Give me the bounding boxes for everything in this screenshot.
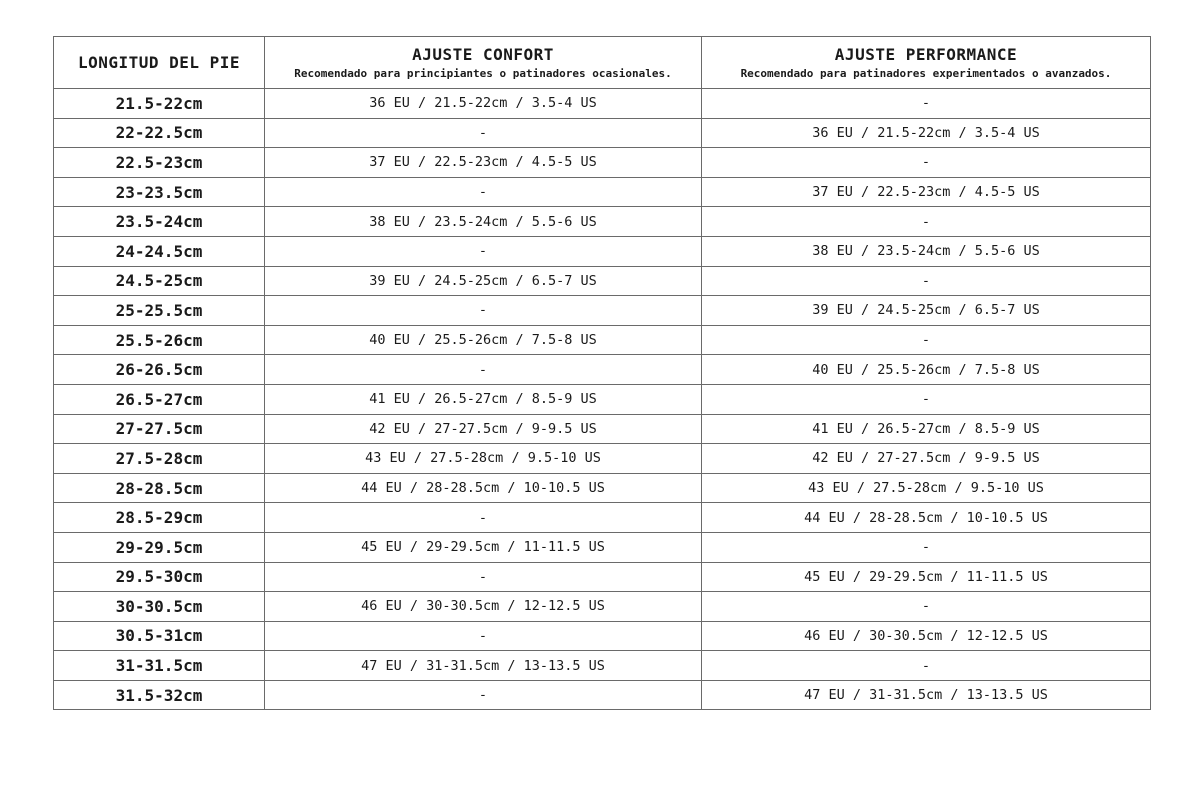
performance-size-cell: 43 EU / 27.5-28cm / 9.5-10 US <box>702 473 1151 503</box>
table-row <box>54 266 1151 296</box>
comfort-size-cell: 37 EU / 22.5-23cm / 4.5-5 US <box>265 148 702 178</box>
performance-size-cell: 39 EU / 24.5-25cm / 6.5-7 US <box>702 296 1151 326</box>
foot-length-cell: 29.5-30cm <box>54 562 265 592</box>
foot-length-cell: 31.5-32cm <box>54 680 265 710</box>
table-row <box>54 207 1151 237</box>
foot-length-cell: 24-24.5cm <box>54 236 265 266</box>
table-row <box>54 562 1151 592</box>
foot-length-cell: 25.5-26cm <box>54 325 265 355</box>
comfort-size-cell: 44 EU / 28-28.5cm / 10-10.5 US <box>265 473 702 503</box>
performance-size-cell: 42 EU / 27-27.5cm / 9-9.5 US <box>702 444 1151 474</box>
performance-size-cell: - <box>702 384 1151 414</box>
table-row <box>54 680 1151 710</box>
table-row <box>54 414 1151 444</box>
table-row <box>54 355 1151 385</box>
table-row <box>54 532 1151 562</box>
performance-size-cell: - <box>702 89 1151 119</box>
foot-length-cell: 31-31.5cm <box>54 651 265 681</box>
table-row <box>54 384 1151 414</box>
table-row <box>54 148 1151 178</box>
performance-size-cell: - <box>702 651 1151 681</box>
foot-length-cell: 28.5-29cm <box>54 503 265 533</box>
comfort-size-cell: - <box>265 680 702 710</box>
comfort-size-cell: 42 EU / 27-27.5cm / 9-9.5 US <box>265 414 702 444</box>
performance-size-cell: 44 EU / 28-28.5cm / 10-10.5 US <box>702 503 1151 533</box>
performance-size-cell: 36 EU / 21.5-22cm / 3.5-4 US <box>702 118 1151 148</box>
table-header <box>54 37 1151 89</box>
foot-length-cell: 24.5-25cm <box>54 266 265 296</box>
header-performance-fit <box>702 37 1151 89</box>
foot-length-cell: 29-29.5cm <box>54 532 265 562</box>
foot-length-cell: 26.5-27cm <box>54 384 265 414</box>
comfort-size-cell: - <box>265 236 702 266</box>
foot-length-cell: 30-30.5cm <box>54 592 265 622</box>
performance-size-cell: 41 EU / 26.5-27cm / 8.5-9 US <box>702 414 1151 444</box>
performance-size-cell: - <box>702 266 1151 296</box>
performance-size-cell: - <box>702 532 1151 562</box>
comfort-size-cell: 36 EU / 21.5-22cm / 3.5-4 US <box>265 89 702 119</box>
table-row <box>54 296 1151 326</box>
foot-length-cell: 27.5-28cm <box>54 444 265 474</box>
foot-length-cell: 22-22.5cm <box>54 118 265 148</box>
table-body <box>54 89 1151 710</box>
performance-size-cell: - <box>702 325 1151 355</box>
table-row <box>54 118 1151 148</box>
comfort-size-cell: 43 EU / 27.5-28cm / 9.5-10 US <box>265 444 702 474</box>
table-row <box>54 503 1151 533</box>
table-row <box>54 236 1151 266</box>
header-foot-length <box>54 37 265 89</box>
table-row <box>54 325 1151 355</box>
comfort-size-cell: 41 EU / 26.5-27cm / 8.5-9 US <box>265 384 702 414</box>
table-row <box>54 444 1151 474</box>
comfort-size-cell: - <box>265 562 702 592</box>
header-row <box>54 37 1151 89</box>
header-performance-subtitle: Recomendado para patinadores experimentados o avanzados. <box>740 66 1112 80</box>
header-comfort-subtitle: Recomendado para principiantes o patinadores ocasionales. <box>294 66 672 80</box>
foot-length-cell: 21.5-22cm <box>54 89 265 119</box>
foot-length-cell: 23-23.5cm <box>54 177 265 207</box>
performance-size-cell: - <box>702 207 1151 237</box>
table-row <box>54 621 1151 651</box>
header-foot-length-title: LONGITUD DEL PIE <box>77 52 241 72</box>
performance-size-cell: - <box>702 148 1151 178</box>
comfort-size-cell: 47 EU / 31-31.5cm / 13-13.5 US <box>265 651 702 681</box>
header-comfort-title: AJUSTE CONFORT <box>412 44 554 64</box>
performance-size-cell: 38 EU / 23.5-24cm / 5.5-6 US <box>702 236 1151 266</box>
performance-size-cell: 45 EU / 29-29.5cm / 11-11.5 US <box>702 562 1151 592</box>
comfort-size-cell: - <box>265 355 702 385</box>
table-row <box>54 89 1151 119</box>
comfort-size-cell: 46 EU / 30-30.5cm / 12-12.5 US <box>265 592 702 622</box>
comfort-size-cell: - <box>265 296 702 326</box>
performance-size-cell: 37 EU / 22.5-23cm / 4.5-5 US <box>702 177 1151 207</box>
performance-size-cell: 40 EU / 25.5-26cm / 7.5-8 US <box>702 355 1151 385</box>
size-chart-table <box>53 36 1151 710</box>
performance-size-cell: 47 EU / 31-31.5cm / 13-13.5 US <box>702 680 1151 710</box>
foot-length-cell: 30.5-31cm <box>54 621 265 651</box>
table-row <box>54 177 1151 207</box>
header-comfort-fit <box>265 37 702 89</box>
foot-length-cell: 22.5-23cm <box>54 148 265 178</box>
header-performance-title: AJUSTE PERFORMANCE <box>834 44 1018 64</box>
comfort-size-cell: 38 EU / 23.5-24cm / 5.5-6 US <box>265 207 702 237</box>
performance-size-cell: 46 EU / 30-30.5cm / 12-12.5 US <box>702 621 1151 651</box>
table-row <box>54 651 1151 681</box>
comfort-size-cell: 39 EU / 24.5-25cm / 6.5-7 US <box>265 266 702 296</box>
comfort-size-cell: - <box>265 177 702 207</box>
performance-size-cell: - <box>702 592 1151 622</box>
comfort-size-cell: - <box>265 621 702 651</box>
foot-length-cell: 27-27.5cm <box>54 414 265 444</box>
comfort-size-cell: - <box>265 503 702 533</box>
foot-length-cell: 23.5-24cm <box>54 207 265 237</box>
table-row <box>54 592 1151 622</box>
comfort-size-cell: 45 EU / 29-29.5cm / 11-11.5 US <box>265 532 702 562</box>
foot-length-cell: 25-25.5cm <box>54 296 265 326</box>
foot-length-cell: 26-26.5cm <box>54 355 265 385</box>
foot-length-cell: 28-28.5cm <box>54 473 265 503</box>
comfort-size-cell: - <box>265 118 702 148</box>
table-row <box>54 473 1151 503</box>
comfort-size-cell: 40 EU / 25.5-26cm / 7.5-8 US <box>265 325 702 355</box>
